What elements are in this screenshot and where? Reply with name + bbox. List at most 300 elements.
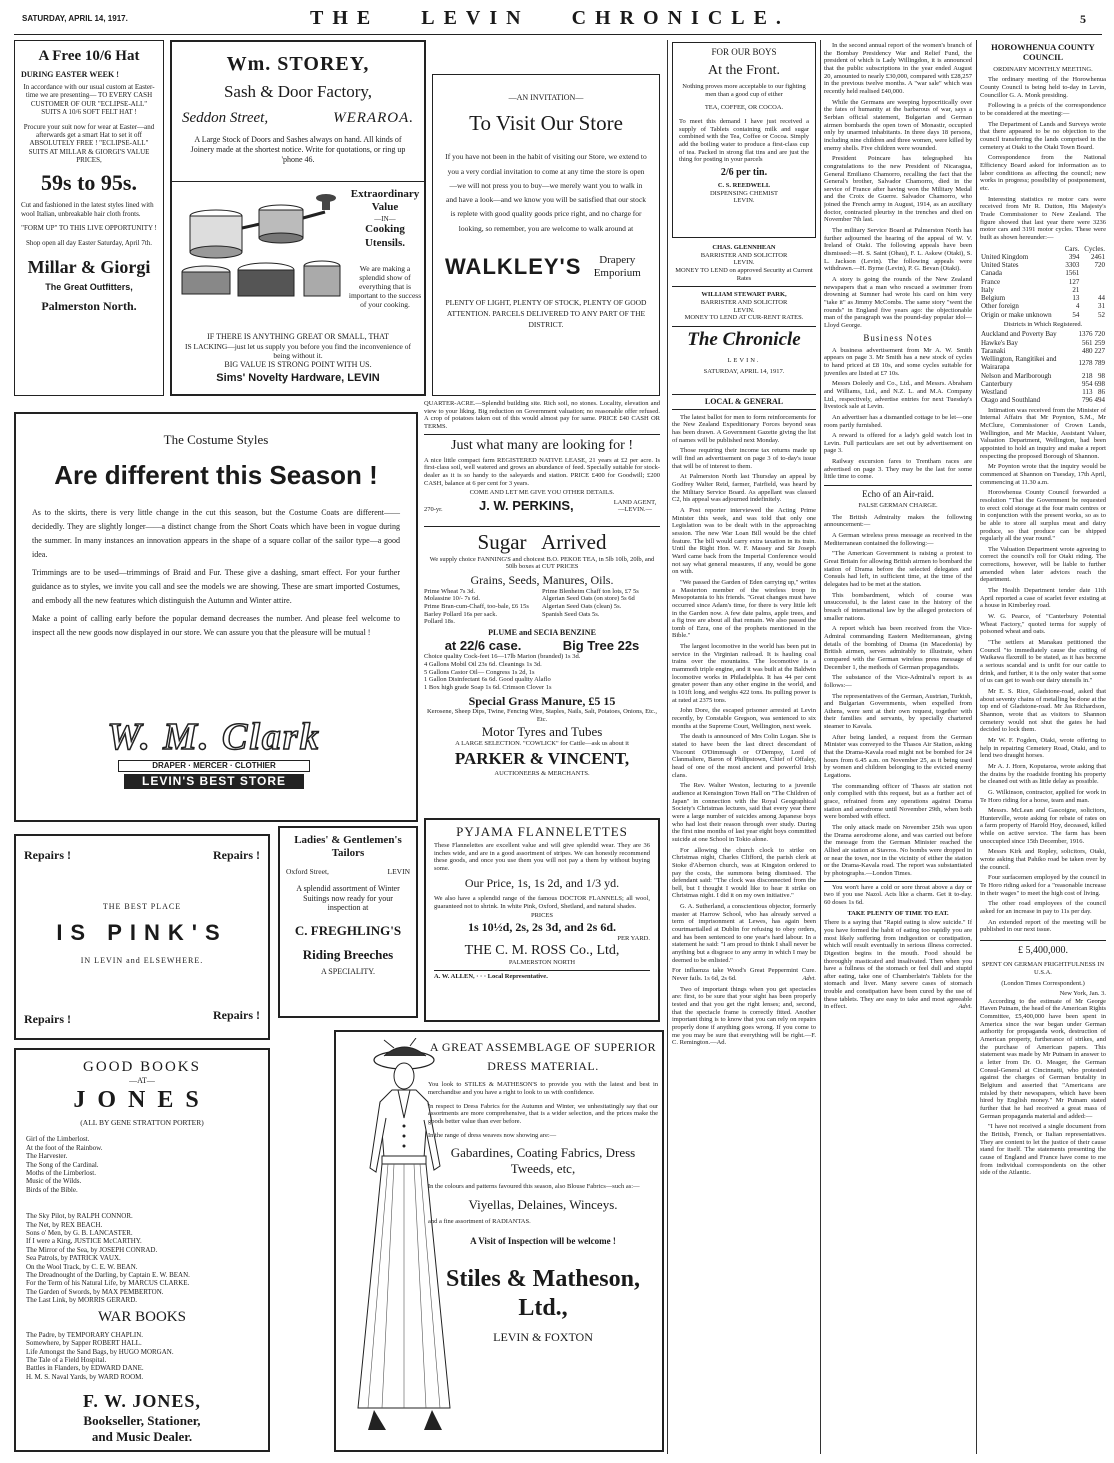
costume-ad [14,412,418,822]
storey-town: WERAROA. [333,110,414,127]
motor-district-table [980,330,1106,404]
local-para-9: The Rev. Walter Weston, lecturing to a juvenile audience at Kensington Town Hall on "The Children of Japan" in connection with the Royal Geographical Society's Christmas lectures, said that every year there were a large number of suicides among Japanese boys who had lost their reason through over study. During the first nine months of last year eight boys committed suicide at one School in Tokio alone. [672,782,816,843]
pyjama-firm: THE C. M. ROSS Co., Ltd, [464,943,620,959]
table-row [980,253,1106,261]
col5-p21: An extended report of the meeting will be published in our next issue. [980,918,1106,934]
perkins-title: LAND AGENT, —LEVIN.— [613,498,657,514]
freghling-town: LEVIN [387,866,410,876]
sims-ad [172,182,424,394]
business-notes-head: Business Notes [863,332,933,343]
council-sub: ORDINARY MONTHLY MEETING. [993,65,1093,73]
walkley-body: If you have not been in the habit of visiting our Store, we extend to you a very cordial invitation to come at any time the store is open—we will not press you to buy—we merely want you to walk in and have a look—and we know you will be satisfied that our stock is replete with good quality goods price right, and no charge for looking, so remember, you are welcome to walk around at [445,152,647,233]
local-para-10: For allowing the church clock to strike on Christmas night, Charles Clifford, the parish clerk at Stoke d'Abernon church, was at Kingston ordered to pay the costs, the summons being dismissed. The defendant said: "The clock was disconnected from the bell, but I thought I would like to hear it strike on Christmas night. I did it on my own initiative." [672,846,816,900]
boys-h2: At the Front. [708,62,780,78]
sims-heading [348,188,422,250]
table-cell: 394 [1068,252,1080,261]
hat-body5: Shop open all day Easter Saturday, April 7th. [25,238,153,247]
take-time-sig: Advt. [958,1003,972,1011]
table-row [980,339,1106,347]
parker-sub: AUCTIONEERS & MERCHANTS. [494,769,590,777]
boys-title: DISPENSING CHEMIST [709,189,779,197]
books-sub1: Bookseller, Stationer, [83,1413,201,1429]
page-number: 5 [1080,12,1086,26]
storey-street: Seddon Street, [182,110,269,127]
law-cards [672,242,816,327]
local-para-5: "We passed the Garden of Eden carrying up," writes a Masterton member of the wireless troop in Mesopotamia to his friends. "Great changes must have occurred since Adam's time, for there is very little left in the Garden now. A few date palms, apple trees, and a fig tree are about all that remain. We also passed the tomb of Ezra, one of the prophets mentioned in the Bible." [672,578,816,640]
clark-logo-sub: DRAPER · MERCER · CLOTHIER [118,760,310,772]
table-cell: 98 [1098,371,1105,380]
hat-place: Palmerston North. [41,298,137,313]
table-cell [1080,269,1106,277]
stiles-body4: In the colours and patterns favoured this season, also Blouse Fabrics—such as:— [428,1182,640,1190]
motor-origin-table [980,245,1106,319]
parker-items-right: Prime Blenheim Chaff ton lots, £7 5s Algerian Seed Oats (on store) 5s 6d Algerian Seed Oats (clean) 5s. Spanish Seed Oats 5s. [542,587,639,618]
perkins-name: J. W. PERKINS, [478,497,574,513]
repairs-bottom-right: Repairs ! [213,1008,260,1022]
pyjama-place: PALMERSTON NORTH [508,959,576,967]
books-h1: GOOD BOOKS [83,1059,201,1075]
clark-logo-store: LEVIN'S BEST STORE [124,774,304,789]
stiles-headline: A GREAT ASSEMBLAGE OF SUPERIOR [429,1040,657,1054]
corr-line: (London Times Correspondent.) [1001,979,1085,987]
table-row [980,302,1106,310]
col4-ad1: You won't have a cold or sore throat above a day or two if you use Nazol. Acts like a charm. Get it to-day. 60 doses 1s 6d. [824,881,972,907]
stiles-body2: In respect to Dress Fabrics for the Autumn and Winter, we unhesitatingly say that our assortments are more comprehensive, that is a wider selection, and the prices make the goods better value than ever before. [428,1102,658,1125]
col5-p12: "The settlers at Manakau petitioned the Council "to immediately cause the cutting of Waikawa flaxmill to be stated, as it has become a serious scandal and is unfit for our cattle to drink, and further, it is the only water that some of us can get to wash our dairy utensils in." [980,639,1106,685]
table-cell: 789 [1094,359,1105,368]
table-cell: 720 [1094,261,1105,269]
costume-headline: Are different this Season ! [54,459,378,490]
table-cell: Hawke's Bay [981,338,1018,347]
local-general-column [672,390,816,1454]
freghling-ad [278,826,418,1018]
table-row [980,372,1106,380]
repairs-bottom-left: Repairs ! [24,1012,71,1026]
stiles-body: You look to STILES & MATHESON'S to provide you with the latest and best in merchandise and you have a right to look to us with confidence. [428,1081,658,1096]
parker-vincent-ad [424,526,660,802]
col5-p9: The Valuation Department wrote agreeing to correct the council's roll for Otaki riding. The corrections, however, will be liable to further amended when later advices reach the department. [980,545,1106,584]
pyjama-per: PER YARD. [617,934,650,942]
hat-headline: A Free 10/6 Hat [38,48,140,64]
pyjama-body: These Flannelettes are excellent value and will give splendid wear. They are 36 inches wide, and are in a good assortment of stripes. We can honestly recommend these goods, and once you use them you will not pay a them by without buying some. [434,841,650,872]
parker-body: We supply choice FANNING'S and choicest B.O. PEKOE TEA, in 5lb 10lb, 20lb, and 50lb boxes at CUT PRICES [429,555,655,571]
column-rule-5 [976,40,977,1454]
sims-line2: IS LACKING—just let us supply you before you find the inconvenience of being without it. [185,341,411,360]
air-2: A German wireless press message as received in the Mediterranean contained the following:— [824,532,972,547]
districts-head: Districts in Which Registered. [1003,320,1083,328]
parker-body2: Kerosene, Sheep Dips, Twine, Fencing Wire, Staples, Nails, Salt, Potatoes, Onions, Etc., Etc. [426,708,658,723]
free-hat-ad [14,40,164,396]
local-last: Two of important things when you get spectacles are: first, to be sure that your sight has been properly tested and that you get the right lenses; and, second, that the spectacle frame is correctly fitted. Another important thing is to know that you can rely on repairs properly done if anything goes wrong. If you come to me you may be sure that everything will be right.—F. C. Remington.—Ad. [672,985,816,1047]
table-cell: 31 [1098,302,1105,311]
table-cell: 13 [1072,294,1080,302]
parker-h4: Special Grass Manure, £5 15 [468,693,616,708]
hat-firm: Millar & Giorgi [27,256,151,277]
hat-body3: Cut and fashioned in the latest styles lined with wool Italian, unbreakable hair cloth fronts. [21,201,154,218]
table-cell: 218 [1082,371,1093,380]
freghling-street: Oxford Street, [286,866,329,876]
table-cell: 796 [1082,396,1093,405]
masthead-title: THE LEVIN CHRONICLE. [310,7,790,29]
col5-p16: G. Wilkinson, contractor, applied for work in Te Horo riding for a horse, team and man. [980,788,1106,804]
stiles-headline2: DRESS MATERIAL. [487,1058,599,1073]
parker-price1: at 22/6 case. [444,637,522,653]
card-park [672,287,816,327]
table-cell: 494 [1094,396,1105,405]
table-header-row [980,245,1106,253]
council-head: HOROWHENUA COUNTY COUNCIL [991,42,1095,63]
table-row [980,278,1106,286]
amount-head: £ 5,400,000. [980,940,1106,957]
parker-headline: Sugar Arrived [477,530,607,554]
table-row [980,396,1106,404]
col5-p22: According to the estimate of Mr George Haven Putnam, the head of the American Rights Committee, £5,400,000 have been spent in America since the war began under German authority for propaganda work, destruction of American property, furtherance of strikes, and the purchase of American papers. This statement was made by Mr Putnam in answer to a letter from Dr. O. Meager, the German Consul-General at Cincinnatti, who protested against the charges of German brutality in Belgium and asserted that "Americans are misled by their newspapers, which have been hired by English money." Mr Putnam stated further that he had received a great mass of German propaganda material and added:— [980,997,1106,1120]
table-cell: 21 [1072,285,1080,294]
table-cell: 1278 [1078,359,1093,368]
table-cell: 480 [1082,346,1093,355]
freghling-h1: Ladies' & Gentlemen's Tailors [294,834,402,860]
air-3: "The American Government is raising a protest to Great Britain for allowing British airmen to bombard the station of Drama before the selected delegates and Consuls had left, in sufficient time, at the time of the delegates had to be met at the station. [824,550,972,588]
table-header-cell: Cars. [1064,244,1080,253]
perkins-headline: Just what many are looking for ! [424,434,660,454]
table-row [980,311,1106,319]
table-row [980,294,1106,302]
books-at: —AT— [129,1076,155,1086]
books-h2: WAR BOOKS [98,1309,186,1326]
local-para-11: G. A. Sutherland, a conscientious objector, formerly master at Harrow School, who has already served a term of imprisonment at Lewes, has again been courtmartialled at Dublin for refusing to obey orders, and has been sentenced to one year's hard labour. In a statement he said: "I am proud to think I shall never be anything but a disgrace to any army in which I may be deemed to be enlisted." [672,903,816,964]
table-header-cell [980,245,1062,253]
sims-h3: —IN— [374,214,396,223]
table-cell: Nelson and Marlborough [981,371,1052,380]
clark-logo-name: W. M. Clark [107,716,321,758]
bn-5: Railway excursion fares to Trentham races are advertised on page 3. They may be the last for some little time to come. [824,458,972,481]
sims-h1: Extraordinary [350,188,420,200]
table-cell: Auckland and Poverty Bay [981,330,1057,339]
sims-h5: Utensils. [364,236,406,249]
table-cell: France [981,277,1001,286]
walkley-footer: PLENTY OF LIGHT, PLENTY OF STOCK, PLENTY OF GOOD ATTENTION. PARCELS DELIVERED TO ANY PART OF THE DISTRICT. [445,297,647,330]
table-cell: 2461 [1091,252,1105,261]
storey-body: A Large Stock of Doors and Sashes always on hand. All kinds of Joinery made at the shortest notice. Write for quotations, or ring up 'phone 46. [190,135,406,164]
storey-ad [172,42,424,182]
stiles-text [428,1040,658,1344]
col5-p13: Mr E. S. Rice, Gladstone-road, asked that about seventy chains of metalling be done at the top end of Gladstone-road. Mr Jas Richardson, Shannon, wrote that as visitors to Shannon cemetery would not shut the gates he had decided to lock them. [980,687,1106,734]
card-2-l2: LEVIN. [733,306,755,314]
local-para-3: At Palmerston North last Thursday an appeal by Godfrey Walter Reid, farmer, Fairfield, was heard by the Military Service Board. As appellant was classed C2, his appeal was adjourned indefinitely. [672,473,816,504]
stiles-body5: and a fine assortment of RADIANTAS. [428,1218,531,1226]
stiles-cta: A Visit of Inspection will be welcome ! [470,1236,616,1247]
storey-name: Wm. STOREY, [226,53,370,75]
hat-body: In accordance with our usual custom at Easter-time we are presenting— TO EVERY CASH CUSTOMER OF OUR "ECLIPSE-ALL" SUITS A 10/6 SOFT FELT HAT ! [23,83,155,117]
table-row [980,347,1106,355]
table-cell: 954 [1082,379,1093,388]
col5-p2: Following is a précis of the correspondence to be considered at the meeting:— [980,102,1106,117]
sims-body: We are making a splendid show of everything that is important to the success of your cooking. [348,264,422,309]
air-4: This bombardment, which of course was unsuccessful, is the latest case in the history of the breach of international law by the alleged protectors of smaller nations. [824,591,972,622]
table-cell [1080,286,1106,294]
air-9: The commanding officer of Thasos air station not only complied with this request, but as a further act of grace, refrained from any operations against Drama station and aerodrome until November 29th, when both were bombed with effect. [824,782,972,821]
table-cell: 3303 [1065,261,1080,269]
card-1-l3: MONEY TO LEND on approved Security at Current Rates [675,266,813,282]
card-1-l1: BARRISTER AND SOLICITOR [700,251,788,259]
take-time-body [824,919,972,1011]
table-cell: 52 [1098,310,1105,319]
column-5 [980,42,1106,1454]
pyjama-ad [424,818,660,1022]
pyjama-prices-label: PRICES [530,912,554,920]
column-rule-4 [820,40,821,1454]
col5-p3: The Department of Lands and Surveys wrote that there appeared to be no objection to the council transferring the lands comprised in the cemetery at Otaki to the Otaki Town Board. [980,120,1106,151]
col5-p8: Horowhenua County Council forwarded a resolution "That the Government be requested to erect cold storage at the four main centres or in conjunction with the present works, so as to be able to store all surplus meat and dairy produce, so that produce can be shipped regularly all the year round." [980,489,1106,543]
local-para-1: The latest ballot for men to form reinforcements for the New Zealand Expeditionary Forces beyond seas has been drawn. A Government Gazette giving the list of names will be published next Monday. [672,413,816,444]
table-cell: 698 [1094,379,1105,388]
dateline: New York, Jan. 3. [1059,990,1106,998]
local-ad-sig: Advt. [802,975,816,983]
col5-p6: Intimation was received from the Minister of Internal Affairs that Mr Poynton, S.M., Mr McClure, Commissioner of Crown Lands, Wellington, and Mr Mackie, Assistant Valuer, Valuation Department, Wellington, had been appointed to hold an inquiry and make a report respecting the proposed Borough of Shannon. [980,406,1106,460]
local-para-6: The largest locomotive in the world has been put in service in the Virginian railroad. It is hauling coal trains over the mountains. The locomotive is a mammoth triple engine, and it was built at the Baldwin locomotive works in Philadelphia. It has 44 per cent greater power than any other engine in the world, and is 101ft long, and weighs 422 tons. Its pulling power is at rated at 2375 tons. [672,643,816,704]
pyjama-price: Our Price, 1s, 1s 2d, and 1/3 yd. [464,876,620,891]
air-1: The British Admiralty makes the following announcement:— [824,513,972,529]
air-raid-head: Echo of an Air-raid. [824,485,972,500]
boys-price: 2/6 per tin. [720,166,768,178]
table-row [980,286,1106,294]
perkins-ad [424,400,660,520]
table-cell: Origin or make unknown [981,310,1052,319]
bn-2: Messrs Doleely and Co., Ltd., and Messrs. Abraham and Williams, Ltd., and N.Z. L. and M.A. Company Ltd., respectively, advertise entries for next Tuesday's livestock sale at Levin. [824,380,972,411]
boys-h1: FOR OUR BOYS [711,47,777,57]
card-glennhean [672,242,816,287]
boys-front-ad [672,42,816,238]
pyjama-agent: A. W. ALLEN, · · · Local Representative. [434,970,650,981]
pyjama-prices: 1s 10½d, 2s, 2s 3d, and 2s 6d. [467,920,617,935]
table-cell: Other foreign [981,302,1019,311]
books-name: JONES [73,1087,211,1114]
table-row [980,380,1106,388]
local-ad-text: For influenza take Wood's Great Peppermint Cure. Never fails. 1s 6d, 2s 6d. [672,967,816,983]
table-header-cell: Cycles. [1084,244,1105,253]
books-by: (ALL BY GENE STRATTON PORTER) [80,1118,204,1128]
table-row [980,269,1106,277]
parker-items3: Choice quality Cock-feet 16—17lb Marion (branded) 1s 3d. 4 Gallons Mobil Oil 23s 6d. Cleanings 1s 3d. 5 Gallons Castor Oil— Congress 1s 2d, 1s 1 Gallon Disinfectant 6s 6d. Good quality Alaflo 1 Box high grade Soap 1s 6d. Crimson Clover 1s [424,653,581,692]
col5-p18: Messrs Kirk and Ropley, solicitors, Otaki, wrote asking that Pahiko road be taken over by the council. [980,848,1106,871]
walkley-name: WALKLEY'S [445,253,582,279]
card-2-name: WILLIAM STEWART PARK, [701,291,787,299]
table-cell: Otago and Southland [981,396,1041,405]
air-8: After being landed, a request from the German Minister was conveyed to the Thasos Air Station, asking that the Drama-Kavala road might not be bombed for 24 hours from 6.45 a.m. on November 25, as it being used by women and children belonging to the evicted enemy Legations. [824,733,972,780]
stiles-name2: Ltd., [518,1295,568,1322]
table-cell: 1376 [1078,330,1093,339]
chronicle-town: LEVIN. [727,357,761,365]
col5-p11: W. G. Pearce, of "Canterbury Potential Wheat Factory," quoted terms for supply of poisoned wheat and oats. [980,613,1106,636]
books-list3: The Padre, by TEMPORARY CHAPLIN. Somewhere, by Sapper ROBERT HALL. Life Amongst the Sand Bags, by HUGO MORGAN. The Tale of a Field Hospital. Battles in Flanders, by EDWARD DANE. H. M. S. Naval Yards, by WARD ROOM. [26,1330,174,1381]
air-6: The substance of the Vice-Admiral's report is as follows:— [824,674,972,689]
sims-lines [176,332,420,385]
col4-p3: President Poincare has telegraphed his congratulations to the new President of Nicaragua, General Emiliano Chamorro, recalling the fact that the General's brother, Salvador Chamorro, died in the service of France after having won the Military Medal and the Croix de Guerre. Salvador Chamorro, who joined the French army in August, 1914, as an auxiliary doctor, contracted pleurisy in the trenches and died on November 7th last. [824,155,972,224]
chronicle-nameplate [672,328,816,375]
pyjama-body2: We also have a splendid range of the famous DOCTOR FLANNELS; all wool, guaranteed not to shrink. In white Pink, Oxford, Shetland, and natural shades. [434,895,650,910]
parker-name: PARKER & VINCENT, [454,749,630,769]
col5-p7: Mr Poynton wrote that the inquiry would be commenced at Shannon on Tuesday, 17th April, commencing at 11.30 a.m. [980,463,1106,486]
stiles-h1: Gabardines, Coating Fabrics, Dress Tweeds, etc, [450,1145,636,1177]
costume-p1: As to the skirts, there is very little change in the cut this season, but the Costume Coats are different——decidedly. They are slightly longer——a distinct change from the Short Coats which have been in vogue during the summer. In many instances an innovation appears in the shape of a square collar of the sailor type—a good idea. [32,507,400,559]
sims-h4: Cooking [365,223,405,236]
pinks-name: IS PINK'S [56,920,228,945]
pinks-where: IN LEVIN and ELSEWHERE. [80,956,204,965]
column-rule-3 [667,40,668,1454]
hat-firm-sub: The Great Outfitters, [45,281,133,292]
boys-name: C. S. REEDWELL [717,182,771,190]
stiles-place: LEVIN & FOXTON [493,1329,593,1344]
walkleys-ad [432,74,660,396]
chronicle-date: SATURDAY, APRIL 14, 1917. [703,367,785,375]
col4-p5: A story is going the rounds of the New Zealand newspapers that a man who rescued a swimmer from drowning at Sumner had wrote his card on him very "take it" as Jimmy McCombs. The same story "went the rounds" in England five years ago: the objectionable man of the paragraph was the pound-day popular idol—Lloyd George. [824,276,972,329]
col5-p19: Four surfacemen employed by the council in Te Horo riding asked for a "reasonable increase in their wages" to meet the high cost of living. [980,874,1106,897]
table-cell [1080,278,1106,286]
column-4 [824,42,972,1454]
table-cell: Wellington, Rangitikei and Wairarapa [981,355,1057,372]
local-para-7: John Dore, the escaped prisoner arrested at Levin recently, by Constable Gregson, was sentenced to six months at the Supreme Court, Wellington, next week. [672,707,816,730]
storey-sims-block [170,40,426,396]
boys-body2: To meet this demand I have just received a supply of Tablets containing milk and sugar combined with the Tea, Coffee or Cocoa. Simply add the boiling water to produce a first-class cup of tea. Packed in strong flat tins and are just the thing for posting in your parcels [679,118,809,164]
table-cell: United Kingdom [981,252,1029,261]
table-cell: 54 [1072,310,1080,319]
col4-p4: The military Service Board at Palmerston North has further adjourned the hearing of the appeal of W. V. Ireland of Otaki. The following appeals have been dismissed:—H. S. Saint (Ohau), F. L. Askew (Otaki), S. L. Jackson (Levin). The following appeals were withdrawn.—H. Byrne (Levin), P. G. Bevan (Otaki). [824,227,972,273]
books-ad [14,1048,270,1452]
stiles-name: Stiles & Matheson, [446,1266,640,1293]
col4-p1: In the second annual report of the women's branch of the Bombay Presidency War and Relief Fund, the president of which is Lady Willingdon, it is announced that the public subscriptions in the year ended August 20, amounted to nearly £30,000, compared with £28,257 in the previous twelve months. A "war sale" which was recently held realised £40,000. [824,42,972,95]
table-cell: 86 [1098,388,1105,397]
table-row [980,388,1106,396]
costume-p3: Make a point of calling early before the popular demand decreases the number. And please feel welcome to inspect all the new goods now displayed in our store. We can assure you that the pleasure will be mutual ! [32,613,400,637]
local-para-2: Those requiring their income tax returns made up will find an advertisement on page 3 of to-day's issue that will be of interest to them. [672,447,816,470]
col5-p23: "I have not received a single document from the British, French, or Italian representatives. They are content to let the justice of their cause stand for itself. The statements presenting the cause of England and France have come to me from individual correspondents on the other side of the Atlantic. [980,1123,1106,1177]
card-2-l1: BARRISTER AND SOLICITOR [700,298,788,306]
col5-p10: The Health Department tender date 11th April reported a case of scarlet fever existing at a house in Kimberley road. [980,587,1106,610]
masthead-date: SATURDAY, APRIL 14, 1917. [22,14,128,23]
freghling-h2: Riding Breeches [302,947,394,963]
masthead [0,0,1114,30]
repairs-left: Repairs ! [24,848,71,862]
take-time-text: There is a saying that "Rapid eating is slow suicide." If you have formed the habit of eating too rapidly you are most likely suffering from indigestion or constipation, which will result eventually in serious illness corrected. Digestion begins in the mouth. Food should be thoroughly masticated and insalivated. Then when you have a fullness of the stomach or feel dull and stupid after eating, take one of Chamberlain's Tablets for the stomach and liver. Many severe cases of stomach trouble and constipation have been cured by the use of these tablets. They are easy to take and most agreeable in effect. [824,919,972,1011]
freghling-h3: A SPECIALITY. [320,966,376,976]
table-cell: Westland [981,388,1007,397]
books-firm: F. W. JONES, [83,1391,201,1412]
perkins-ref: 270-yr. [424,506,443,514]
table-cell: 113 [1082,388,1093,397]
table-cell: Taranaki [981,346,1006,355]
table-cell: 259 [1094,338,1105,347]
col5-p4: Correspondence from the National Efficiency Board asked for information as to labor conditions as affecting the council; new works in progress; possibility of postponement, etc. [980,154,1106,192]
local-para-4: A Post reporter interviewed the Acting Prime Minister this week, and was told that only one Legislation was to be dealt with in the approaching session. The new War Loan Bill would be the chief feature. The bill would carry extra taxation in its train. Until the Right Hon. W. F. Massey and Sir Joseph Ward came back from the Imperial Conference would not say what general measures, if any, would be gone on with. [672,506,816,576]
card-1-l2: LEVIN. [733,259,755,267]
walkley-headline: To Visit Our Store [469,110,623,135]
col5-p14: Mr W. F. Fogden, Otaki, wrote offering to help in repairing Cemetery Road, Otaki, and to lend two draught horses. [980,736,1106,760]
freghling-body: A splendid assortment of Winter Suitings now ready for your inspection at [296,883,400,913]
col4-p2: While the Germans are weeping hypocritically over the fates of humanity at the barbarous of war, says a Serbian official statement, Bulgarian and German airmen bombards the open town of Monastir, occupied only by unarmed inhabitants. In three days 18 persons, including nine children and three women, were killed by enemy shells. Five children were wounded. [824,98,972,152]
boys-items: TEA, COFFEE, OR COCOA. [704,104,784,112]
table-cell: Italy [981,285,994,294]
boys-body: Nothing proves more acceptable to our fighting men than a good cup of either [682,83,806,98]
table-cell: 227 [1094,346,1105,355]
col5-p20: The other road employees of the council asked for an increase in pay to 11s per day. [980,900,1106,916]
bn-1: A business advertisement from Mr A. W. Smith appears on page 3. Mr Smith has a new stock of cycles to hand priced at £8 10s, and some cycles suitable for juveniles are listed at £7 10s. [824,346,972,377]
table-cell: Belgium [981,294,1006,302]
col5-p1: The ordinary meeting of the Horowhenua County Council is being held to-day in Levin, Councillor G. A. Monk presiding. [980,76,1106,99]
local-ad [672,967,816,982]
hat-price: 59s to 95s. [41,169,137,195]
stiles-body3: In the range of dress weaves now showing are:— [428,1131,557,1139]
walkley-invite: —AN INVITATION— [508,93,584,102]
take-time-head: TAKE PLENTY OF TIME TO EAT. [847,909,949,917]
local-para-8: The death is announced of Mrs Colin Logan. She is stated to have been the last direct descendant of Viscount O'Dimmsagh or O'Dempsy, Lord of Clanmaliere, Baron of Philipstown, Chief of Offaley, head of one of the most ancient and powerful Irish clans. [672,733,816,779]
pinks-best: THE BEST PLACE [102,902,182,911]
masthead-rule [14,34,1102,35]
books-sub2: and Music Dealer. [91,1428,193,1444]
perkins-cta: COME AND LET ME GIVE YOU OTHER DETAILS. [469,489,615,497]
table-cell: 720 [1094,330,1105,339]
table-cell: 4 [1075,302,1080,311]
hat-body2: Procure your suit now for wear at Easter—and afterwards get a smart Hat to set it off ABSOLUTELY FREE ! "ECLIPSE-ALL" SUITS AT MILLAR & GIORGI'S VALUE PRICES, [23,122,155,165]
table-row [980,261,1106,269]
table-cell: Canterbury [981,379,1013,388]
sims-h2: Value [371,201,399,214]
pyjama-headline: PYJAMA FLANNELETTES [456,824,628,839]
table-row [980,355,1106,372]
freghling-name: C. FREGHLING'S [294,923,402,939]
card-1-name: CHAS. GLENNHEAN [712,244,776,251]
parker-body3: A LARGE SELECTION. "COWLICK" for Cattle—ask us about it [455,739,629,747]
parker-items-left: Prime Wheat 7s 3d. Molassine 10/- 7s 6d. Prime Bran-cum-Chaff, too-bale, £6 15s Barley Pollard 16s per sack. Pollard 18s. [424,587,529,626]
table-cell: 127 [1068,277,1080,286]
bn-3: An advertiser has a dismantled cottage to be let—one room partly furnished. [824,413,972,429]
stiles-h2: Viyellas, Delaines, Winceys. [468,1196,618,1212]
parker-h3: PLUME and SECIA BENZINE [488,627,596,637]
bn-4: A reward is offered for a lady's gold watch lost in Levin. Full particulars are set out by advertisement on page 3. [824,432,972,455]
walkley-name2: Drapery Emporium [593,253,641,280]
table-row [980,330,1106,338]
costume-top: The Costume Styles [163,432,269,447]
cookware-illustration [176,188,344,304]
parker-h2: Grains, Seeds, Manures, Oils. [470,572,614,587]
table-cell: United States [981,261,1019,269]
sims-line3: BIG VALUE IS STRONG POINT WITH US. [224,360,372,370]
air-5: A report which has been received from the Vice-Admiral commanding Eastern Mediterranean, giving details of the bombing of Drama (in Macedonia) by British airmen, serves admirably to illustrate, when compared with the German wireless press message of December 1, the methods of German propagandists. [824,625,972,671]
table-cell: Canada [981,269,1002,278]
repairs-right: Repairs ! [213,848,260,862]
hat-body4: "FORM UP" TO THIS LIVE OPPORTUNITY ! [21,224,157,233]
air-10: The only attack made on November 25th was upon the Drama aerodrome alone, and was carried out before the message from the German Minister reached the Allied air station at Stavros. No bombs were dropped in or near the town, nor in the vicinity of either the station or the Drama-Kavala road. The report was substantiated by photographs.—London Times. [824,824,972,877]
sims-firm: Sims' Novelty Hardware, LEVIN [216,371,380,384]
chronicle-title: The Chronicle [687,329,801,350]
pinks-ad [14,834,270,1040]
air-raid-sub: FALSE GERMAN CHARGE. [858,502,938,510]
perkins-top: QUARTER-ACRE.—Splendid building site. Rich soil, no stones. Locality, elevation and view to your liking. Big reduction on Government valuation; no reasonable offer refused. A crop of potatoes taken out of this would almost pay for same. PRICE £40 CASH OR TERMS. [424,400,660,430]
sims-line1: IF THERE IS ANYTHING GREAT OR SMALL, THAT [207,332,389,341]
parker-price2: Big Tree 22s [562,637,640,653]
clark-logo [94,714,334,800]
stiles-ad [334,1030,664,1452]
spent-head: SPENT ON GERMAN FRIGHTFULNESS IN U.S.A. [981,961,1105,976]
boys-town: LEVIN. [733,197,755,205]
costume-p2: Trimmings are to be used—trimmings of Braid and Fur. These give a dashing, smart effect. For your further guidance as to styles, we invite you call and see the models we are showing. These are smart imported Costumes, and embody all the new features which distinguish the Autumn and Winter attire. [32,567,400,605]
air-7: The representatives of the German, Austrian, Turkish, and Bulgarian Governments, when expelled from Athens, were sent at their own request, together with their families and servants, by specially chartered steamer to Kavala. [824,692,972,731]
table-cell: 561 [1082,338,1093,347]
hat-sub: DURING EASTER WEEK ! [21,70,119,80]
col5-p15: Mr A. J. Horn, Koputaroa, wrote asking that the drains by the roadside fronting his property be cleaned out with as little delay as possible. [980,762,1106,786]
col5-p17: Messrs. McLean and Gascoigne, solicitors, Hunterville, wrote asking for rebate of rates on a farm property of Harold Hoy, deceased, killed while on active service. The farm has been unoccupied since 15th December, 1916. [980,807,1106,845]
parker-h5: Motor Tyres and Tubes [481,723,603,739]
card-2-l3: MONEY TO LEND AT CUR-RENT RATES. [684,314,804,322]
